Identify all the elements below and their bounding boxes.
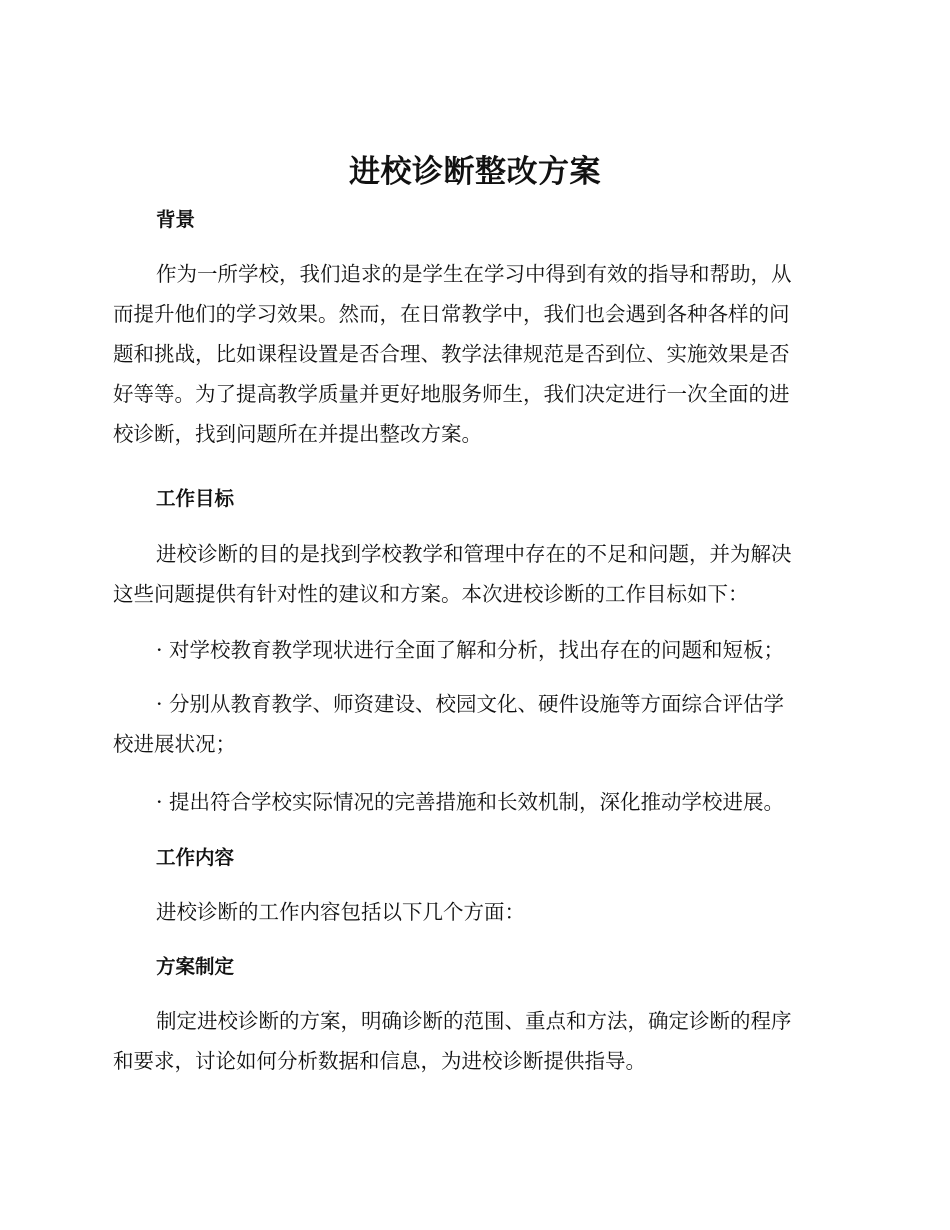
text-line: 校进展状况； xyxy=(113,732,236,756)
text-line: · 分别从教育教学、师资建设、校园文化、硬件设施等方面综合评估学 xyxy=(156,692,785,716)
text-line: 和要求，讨论如何分析数据和信息，为进校诊断提供指导。 xyxy=(113,1049,646,1073)
document-title: 进校诊断整改方案 xyxy=(349,154,601,190)
text-line: 进校诊断的工作内容包括以下几个方面： xyxy=(156,900,525,924)
text-line: · 对学校教育教学现状进行全面了解和分析，找出存在的问题和短板； xyxy=(156,638,785,662)
section-heading-content: 工作内容 xyxy=(156,846,235,869)
paragraph-goals-intro xyxy=(113,534,833,614)
text-line: 这些问题提供有针对性的建议和方案。本次进校诊断的工作目标如下： xyxy=(113,582,749,606)
section-heading-goals: 工作目标 xyxy=(156,487,235,510)
text-line: 校诊断，找到问题所在并提出整改方案。 xyxy=(113,422,482,446)
bullet-item-2 xyxy=(113,684,833,764)
section-heading-background: 背景 xyxy=(156,208,196,231)
text-line: 作为一所学校，我们追求的是学生在学习中得到有效的指导和帮助，从 xyxy=(156,262,792,286)
paragraph-plan xyxy=(113,1001,833,1081)
text-line: 制定进校诊断的方案，明确诊断的范围、重点和方法，确定诊断的程序 xyxy=(156,1009,792,1033)
paragraph-content xyxy=(113,892,833,932)
section-heading-plan: 方案制定 xyxy=(156,955,235,978)
text-line: 进校诊断的目的是找到学校教学和管理中存在的不足和问题，并为解决 xyxy=(156,542,792,566)
paragraph-background xyxy=(113,254,833,454)
text-line: 好等等。为了提高教学质量并更好地服务师生，我们决定进行一次全面的进 xyxy=(113,382,790,406)
text-line: · 提出符合学校实际情况的完善措施和长效机制，深化推动学校进展。 xyxy=(156,790,785,814)
bullet-item-3 xyxy=(113,782,833,822)
text-line: 而提升他们的学习效果。然而，在日常教学中，我们也会遇到各种各样的问 xyxy=(113,302,790,326)
bullet-item-1 xyxy=(113,630,833,670)
text-line: 题和挑战，比如课程设置是否合理、教学法律规范是否到位、实施效果是否 xyxy=(113,342,790,366)
